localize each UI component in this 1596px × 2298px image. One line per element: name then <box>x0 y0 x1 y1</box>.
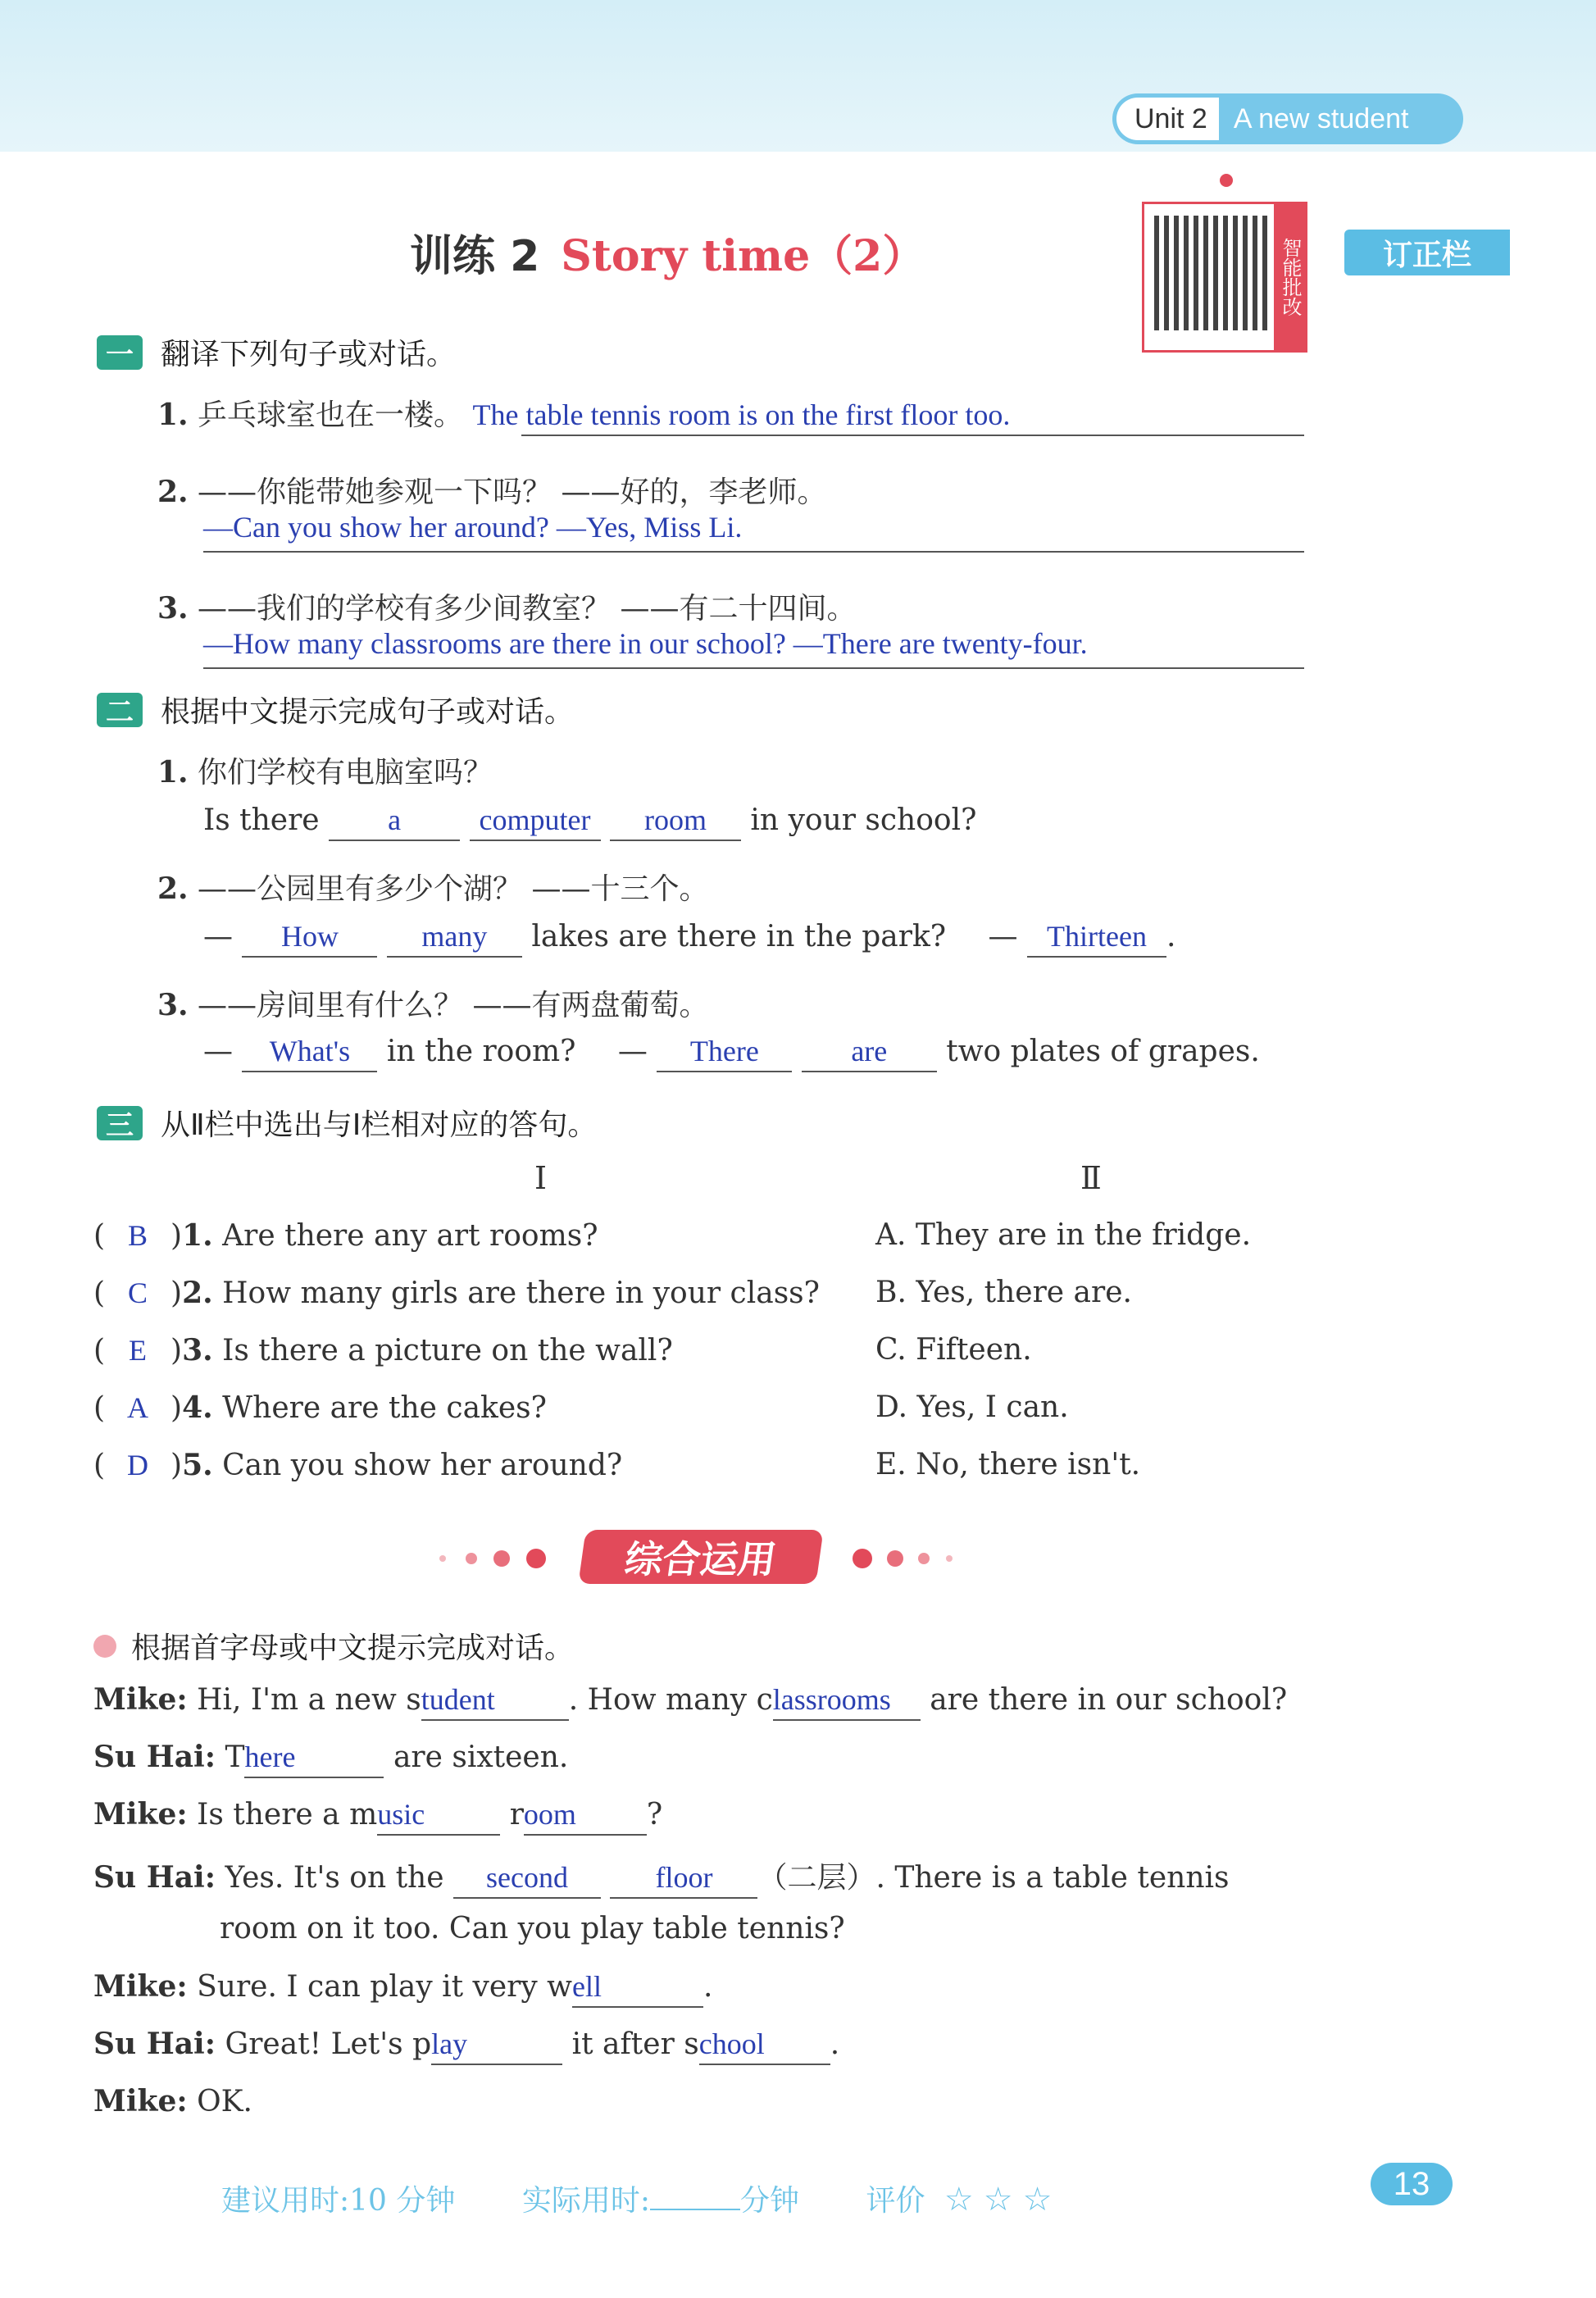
s1-q3-number: 3. <box>157 591 189 626</box>
section1-badge: 一 <box>97 335 143 370</box>
qr-hanger <box>1220 174 1233 187</box>
dialogue-text: . <box>703 1970 713 2004</box>
bullet-icon <box>93 1635 116 1658</box>
speaker: Mike: <box>93 2084 188 2118</box>
rating-label: 评价 <box>866 2184 925 2218</box>
minutes-label: 分钟 <box>739 2184 799 2218</box>
s2-q2-number: 2. <box>157 871 189 906</box>
star-icon[interactable]: ☆ <box>944 2181 974 2218</box>
qr-side-label: 智能批改 <box>1274 204 1305 350</box>
match-option: B. Yes, there are. <box>875 1276 1132 1309</box>
qr-code-icon[interactable] <box>1154 216 1269 330</box>
speaker: Mike: <box>93 1797 188 1832</box>
decor-dot <box>918 1553 930 1564</box>
dialogue-text: Yes. It's on the <box>225 1861 444 1895</box>
page-title <box>410 221 925 283</box>
decor-dot <box>946 1555 953 1562</box>
initial-letter: s <box>406 1683 421 1717</box>
s2-q2-end: . <box>1166 920 1176 953</box>
s1-q1-number: 1. <box>157 398 189 432</box>
unit-number: Unit 2 <box>1116 98 1219 140</box>
unit-header <box>1112 93 1463 144</box>
section3-title: 从Ⅱ栏中选出与Ⅰ栏相对应的答句。 <box>161 1108 598 1142</box>
s1-q3-answer: —How many classrooms are there in our school? —There are twenty-four. <box>203 627 1088 660</box>
section1-title: 翻译下列句子或对话。 <box>161 338 457 371</box>
match-option: A. They are in the fridge. <box>875 1218 1252 1252</box>
s1-q2 <box>157 469 827 511</box>
speaker: Su Hai: <box>93 1860 216 1895</box>
fill-blank[interactable]: oom <box>524 1798 647 1836</box>
s2-q2 <box>157 866 709 908</box>
s2-q3-blank-3[interactable]: are <box>802 1035 937 1072</box>
match-row: ( A )4. Where are the cakes? <box>93 1390 547 1427</box>
dialogue-text: Sure. I can play it very <box>197 1970 538 2004</box>
s1-q2-answer: —Can you show her around? —Yes, Miss Li. <box>203 511 743 544</box>
fill-blank[interactable]: lay <box>431 2027 562 2065</box>
initial-letter: T <box>225 1741 245 1774</box>
fill-blank[interactable]: second <box>453 1861 601 1899</box>
dialogue-line: room on it too. Can you play table tennis? <box>220 1912 845 1945</box>
s2-q2-blank-1[interactable]: How <box>242 920 377 958</box>
dash: — <box>617 1035 648 1068</box>
actual-time-input[interactable] <box>650 2173 740 2210</box>
s1-q2-cn: ——你能带她参观一下吗？ ——好的，李老师。 <box>198 476 827 509</box>
s2-q1 <box>157 749 493 791</box>
s2-q1-pre: Is there <box>203 803 320 837</box>
decor-dot <box>853 1549 872 1568</box>
s2-q1-blank-1[interactable]: a <box>329 803 460 841</box>
initial-letter: m <box>349 1798 378 1832</box>
s2-q3-mid: in the room? <box>386 1035 576 1068</box>
s2-q2-sentence <box>203 920 1175 958</box>
dialogue-text: （二层）. There is a table tennis <box>757 1861 1230 1895</box>
dialogue-text: . How many <box>568 1683 748 1717</box>
match-number: 3. <box>182 1333 213 1367</box>
match-question: Is there a picture on the wall? <box>222 1334 673 1367</box>
initial-letter: s <box>684 2027 699 2061</box>
actual-time-label: 实际用时: <box>521 2184 650 2218</box>
fill-blank[interactable]: chool <box>699 2027 830 2065</box>
fill-blank[interactable]: usic <box>377 1798 500 1836</box>
fill-blank[interactable]: tudent <box>421 1683 569 1721</box>
s2-q1-post: in your school? <box>750 803 977 837</box>
dialogue-text: are sixteen. <box>393 1741 569 1774</box>
dialogue-text: Hi, I'm a new <box>197 1683 397 1717</box>
s2-q3-blank-2[interactable]: There <box>657 1035 792 1072</box>
s2-q2-cn: ——公园里有多少个湖？ ——十三个。 <box>198 872 709 906</box>
section3-heading <box>97 1102 597 1144</box>
dialogue-line <box>93 1682 1287 1721</box>
footer-time <box>221 2173 1053 2219</box>
s2-q2-mid: lakes are there in the park? <box>531 920 947 953</box>
speaker: Mike: <box>93 1682 188 1717</box>
section1-heading <box>97 331 456 373</box>
s2-q1-cn: 你们学校有电脑室吗？ <box>198 756 493 790</box>
match-question: Can you show her around? <box>222 1449 623 1482</box>
dialogue-line <box>93 1797 662 1836</box>
title-cn: 训练 2 <box>410 232 540 281</box>
match-number: 5. <box>182 1448 213 1482</box>
s2-q3-end: two plates of grapes. <box>946 1035 1260 1068</box>
match-number: 2. <box>182 1276 213 1310</box>
s2-q3-blank-1[interactable]: What's <box>242 1035 377 1072</box>
decor-dot <box>526 1549 546 1568</box>
match-question: How many girls are there in your class? <box>222 1276 820 1310</box>
match-question: Are there any art rooms? <box>222 1219 598 1253</box>
unit-title: A new student <box>1233 102 1409 134</box>
section2-heading <box>97 689 574 730</box>
dash: — <box>988 920 1018 953</box>
answer-line <box>203 667 1304 669</box>
s1-q3-cn: ——我们的学校有多少间教室？ ——有二十四间。 <box>198 592 857 626</box>
dialogue-text: are there in our school? <box>930 1683 1288 1717</box>
s1-q1 <box>157 392 1010 434</box>
decor-dot <box>466 1553 477 1564</box>
dialogue-text: it after <box>571 2027 675 2061</box>
correction-column-label: 订正栏 <box>1344 230 1510 275</box>
s1-q1-cn: 乒乓球室也在一楼。 <box>198 398 464 432</box>
match-question: Where are the cakes? <box>222 1391 547 1425</box>
section2-badge: 二 <box>97 693 143 727</box>
s2-q3 <box>157 982 709 1024</box>
section4-title: 根据首字母或中文提示完成对话。 <box>131 1631 575 1665</box>
section2-title: 根据中文提示完成句子或对话。 <box>161 695 575 729</box>
s1-q1-answer: The table tennis room is on the first floor too. <box>472 398 1011 431</box>
banner-label: 综合运用 <box>578 1530 823 1584</box>
s1-q2-number: 2. <box>157 475 189 509</box>
section3-badge: 三 <box>97 1106 143 1140</box>
dialogue-text: OK. <box>197 2085 252 2118</box>
match-number: 4. <box>182 1390 213 1425</box>
match-row: ( D )5. Can you show her around? <box>93 1448 622 1485</box>
s1-q3 <box>157 585 857 627</box>
comprehensive-banner <box>434 1525 967 1590</box>
fill-blank[interactable]: ell <box>572 1970 703 2008</box>
decor-dot <box>887 1550 903 1567</box>
match-answer[interactable]: E <box>129 1334 148 1367</box>
dialogue-text: Great! Let's <box>225 2027 403 2061</box>
s2-q1-blank-3[interactable]: room <box>610 803 741 841</box>
speaker: Su Hai: <box>93 2027 216 2061</box>
dialogue-text: Is there a <box>197 1798 340 1832</box>
s2-q3-sentence <box>203 1035 1260 1072</box>
star-icon[interactable]: ☆ <box>983 2181 1013 2218</box>
initial-letter: w <box>547 1970 572 2004</box>
speaker: Su Hai: <box>93 1740 216 1774</box>
dash: — <box>203 1035 233 1068</box>
match-option: C. Fifteen. <box>875 1333 1032 1367</box>
dialogue-line <box>93 1854 1230 1899</box>
s2-q1-sentence <box>203 803 976 841</box>
dash: — <box>203 920 233 953</box>
fill-blank[interactable]: here <box>244 1741 384 1778</box>
match-option: D. Yes, I can. <box>875 1390 1069 1424</box>
dialogue-line <box>93 1740 568 1778</box>
s2-q2-blank-3[interactable]: Thirteen <box>1027 920 1166 958</box>
match-answer[interactable]: A <box>127 1391 149 1424</box>
initial-letter: p <box>412 2027 432 2061</box>
answer-line <box>521 435 1304 436</box>
match-answer[interactable]: C <box>128 1276 148 1309</box>
s2-q1-number: 1. <box>157 755 189 790</box>
suggested-time: 建议用时:10 分钟 <box>221 2184 456 2218</box>
s2-q3-number: 3. <box>157 988 189 1022</box>
column-2-header: Ⅱ <box>1080 1160 1102 1196</box>
match-row: ( E )3. Is there a picture on the wall? <box>93 1333 673 1370</box>
dialogue-line <box>93 1969 712 2008</box>
fill-blank[interactable]: floor <box>610 1861 757 1899</box>
initial-letter: r <box>509 1798 524 1832</box>
s2-q1-blank-2[interactable]: computer <box>470 803 601 841</box>
title-en: Story time（2） <box>561 231 925 281</box>
match-row: ( C )2. How many girls are there in your class? <box>93 1276 820 1313</box>
fill-blank[interactable]: lassrooms <box>773 1683 921 1721</box>
page-number: 13 <box>1371 2163 1453 2205</box>
decor-dot <box>439 1555 446 1562</box>
match-number: 1. <box>182 1218 213 1253</box>
dialogue-text: . <box>830 2027 840 2061</box>
column-1-header: Ⅰ <box>534 1160 548 1196</box>
star-icon[interactable]: ☆ <box>1022 2181 1053 2218</box>
dialogue-text: ? <box>646 1798 663 1832</box>
qr-code-panel[interactable] <box>1142 202 1307 353</box>
s2-q3-cn: ——房间里有什么？ ——有两盘葡萄。 <box>198 989 709 1022</box>
dialogue-line <box>93 2027 839 2065</box>
match-option: E. No, there isn't. <box>875 1448 1141 1481</box>
speaker: Mike: <box>93 1969 188 2004</box>
initial-letter: c <box>756 1683 773 1717</box>
decor-dot <box>493 1550 510 1567</box>
match-answer[interactable]: B <box>128 1219 148 1252</box>
match-answer[interactable]: D <box>127 1449 149 1481</box>
match-row: ( B )1. Are there any art rooms? <box>93 1218 598 1255</box>
s2-q2-blank-2[interactable]: many <box>387 920 522 958</box>
section4-heading <box>93 1625 574 1667</box>
answer-line <box>203 551 1304 553</box>
dialogue-line <box>93 2084 252 2118</box>
